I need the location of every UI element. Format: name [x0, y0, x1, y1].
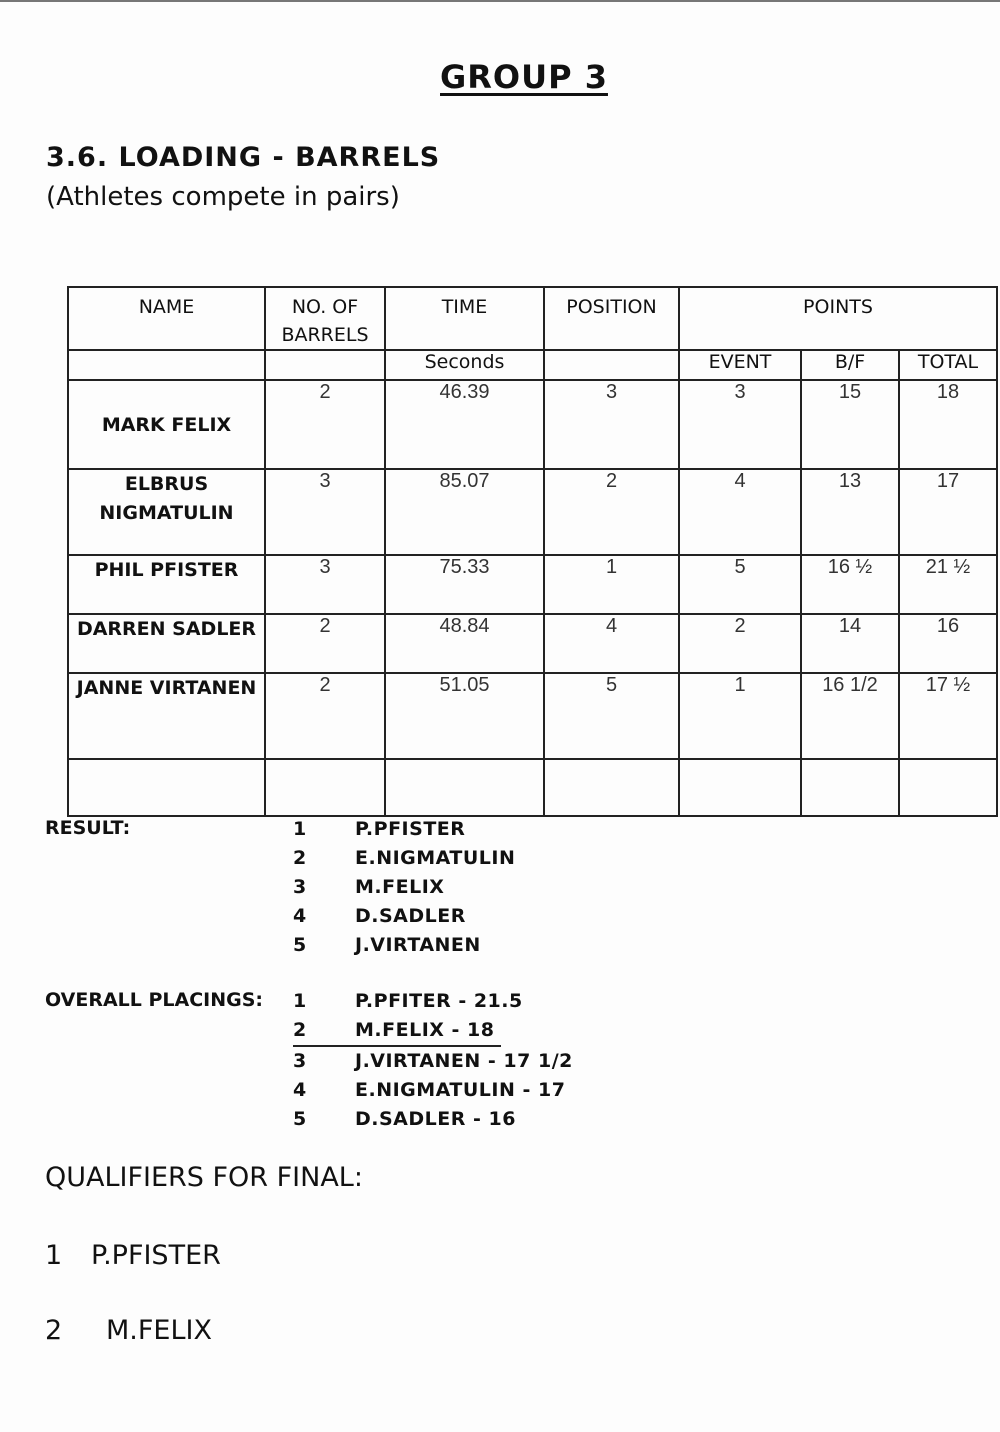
athlete: P.PFISTER	[91, 1240, 221, 1271]
page-top-border	[0, 0, 1000, 2]
athlete: D.SADLER - 16	[355, 1108, 516, 1130]
athlete: M.FELIX	[106, 1315, 212, 1346]
barrels-cell: 2	[265, 380, 385, 469]
athlete: P.PFISTER	[355, 818, 466, 840]
subheader-empty	[265, 350, 385, 380]
position-cell: 1	[544, 555, 679, 614]
qualifiers-heading: QUALIFIERS FOR FINAL:	[45, 1162, 363, 1193]
subheader-bf: B/F	[801, 350, 899, 380]
empty-cell	[544, 759, 679, 816]
time-cell: 75.33	[385, 555, 544, 614]
position-cell: 5	[544, 673, 679, 759]
athlete-name: PHIL PFISTER	[68, 555, 265, 614]
page-title-text: GROUP 3	[440, 58, 608, 96]
total-points-cell: 17 ½	[899, 673, 997, 759]
time-cell: 51.05	[385, 673, 544, 759]
rank: 1	[45, 1240, 63, 1271]
page-title	[0, 58, 1000, 96]
athlete-name: JANNE VIRTANEN	[68, 673, 265, 759]
athlete: E.NIGMATULIN	[355, 847, 516, 869]
time-cell: 46.39	[385, 380, 544, 469]
event-points-cell: 1	[679, 673, 801, 759]
table-row-empty	[68, 759, 997, 816]
subheader-event: EVENT	[679, 350, 801, 380]
rank: 3	[293, 876, 307, 898]
position-cell: 2	[544, 469, 679, 555]
list-item	[293, 902, 613, 931]
list-item	[293, 931, 613, 960]
athlete: J.VIRTANEN	[355, 934, 481, 956]
bf-points-cell: 16 ½	[801, 555, 899, 614]
barrels-cell: 3	[265, 555, 385, 614]
header-time: TIME	[385, 287, 544, 350]
event-points-cell: 5	[679, 555, 801, 614]
subheader-total: TOTAL	[899, 350, 997, 380]
barrels-cell: 3	[265, 469, 385, 555]
total-points-cell: 16	[899, 614, 997, 673]
empty-cell	[801, 759, 899, 816]
barrels-cell: 2	[265, 673, 385, 759]
header-name: NAME	[68, 287, 265, 350]
rank: 2	[45, 1315, 63, 1346]
empty-cell	[679, 759, 801, 816]
qualifier-item	[45, 1240, 345, 1276]
rank: 5	[293, 1108, 307, 1130]
list-item	[293, 1016, 501, 1047]
list-item	[293, 1047, 613, 1076]
result-label: RESULT:	[45, 817, 131, 839]
event-points-cell: 4	[679, 469, 801, 555]
total-points-cell: 18	[899, 380, 997, 469]
athlete-name: MARK FELIX	[68, 380, 265, 469]
table-row	[68, 380, 997, 469]
header-points: POINTS	[679, 287, 997, 350]
event-points-cell: 2	[679, 614, 801, 673]
results-table	[67, 286, 998, 817]
athlete: D.SADLER	[355, 905, 466, 927]
table-row	[68, 555, 997, 614]
subheader-time-unit: Seconds	[385, 350, 544, 380]
rank: 5	[293, 934, 307, 956]
rank: 1	[293, 818, 307, 840]
time-cell: 85.07	[385, 469, 544, 555]
rank: 2	[293, 847, 307, 869]
rank: 2	[293, 1019, 307, 1041]
athlete: M.FELIX - 18	[355, 1019, 495, 1041]
list-item	[293, 844, 613, 873]
position-cell: 3	[544, 380, 679, 469]
rank: 4	[293, 905, 307, 927]
section-heading: 3.6. LOADING - BARRELS	[46, 142, 441, 173]
bf-points-cell: 16 1/2	[801, 673, 899, 759]
subheader-empty	[544, 350, 679, 380]
list-item	[293, 873, 613, 902]
qualifier-item	[45, 1315, 345, 1351]
header-position: POSITION	[544, 287, 679, 350]
athlete: E.NIGMATULIN - 17	[355, 1079, 566, 1101]
total-points-cell: 21 ½	[899, 555, 997, 614]
empty-cell	[68, 759, 265, 816]
bf-points-cell: 15	[801, 380, 899, 469]
list-item	[293, 987, 613, 1016]
result-list	[293, 815, 613, 960]
athlete-name: DARREN SADLER	[68, 614, 265, 673]
athlete: P.PFITER - 21.5	[355, 990, 523, 1012]
list-item	[293, 1076, 613, 1105]
empty-cell	[385, 759, 544, 816]
overall-label: OVERALL PLACINGS:	[45, 989, 264, 1011]
position-cell: 4	[544, 614, 679, 673]
empty-cell	[265, 759, 385, 816]
athlete-name: ELBRUS NIGMATULIN	[68, 469, 265, 555]
list-item	[293, 1105, 613, 1134]
barrels-cell: 2	[265, 614, 385, 673]
table-header-row	[68, 287, 997, 350]
table-row	[68, 673, 997, 759]
bf-points-cell: 14	[801, 614, 899, 673]
time-cell: 48.84	[385, 614, 544, 673]
rank: 1	[293, 990, 307, 1012]
table-row	[68, 469, 997, 555]
athlete: J.VIRTANEN - 17 1/2	[355, 1050, 573, 1072]
athlete: M.FELIX	[355, 876, 445, 898]
subheader-empty	[68, 350, 265, 380]
header-barrels: NO. OF BARRELS	[265, 287, 385, 350]
empty-cell	[899, 759, 997, 816]
rank: 4	[293, 1079, 307, 1101]
total-points-cell: 17	[899, 469, 997, 555]
table-row	[68, 614, 997, 673]
overall-list	[293, 987, 613, 1134]
table-subheader-row	[68, 350, 997, 380]
list-item	[293, 815, 613, 844]
bf-points-cell: 13	[801, 469, 899, 555]
rank: 3	[293, 1050, 307, 1072]
event-points-cell: 3	[679, 380, 801, 469]
section-subheading: (Athletes compete in pairs)	[46, 182, 400, 212]
